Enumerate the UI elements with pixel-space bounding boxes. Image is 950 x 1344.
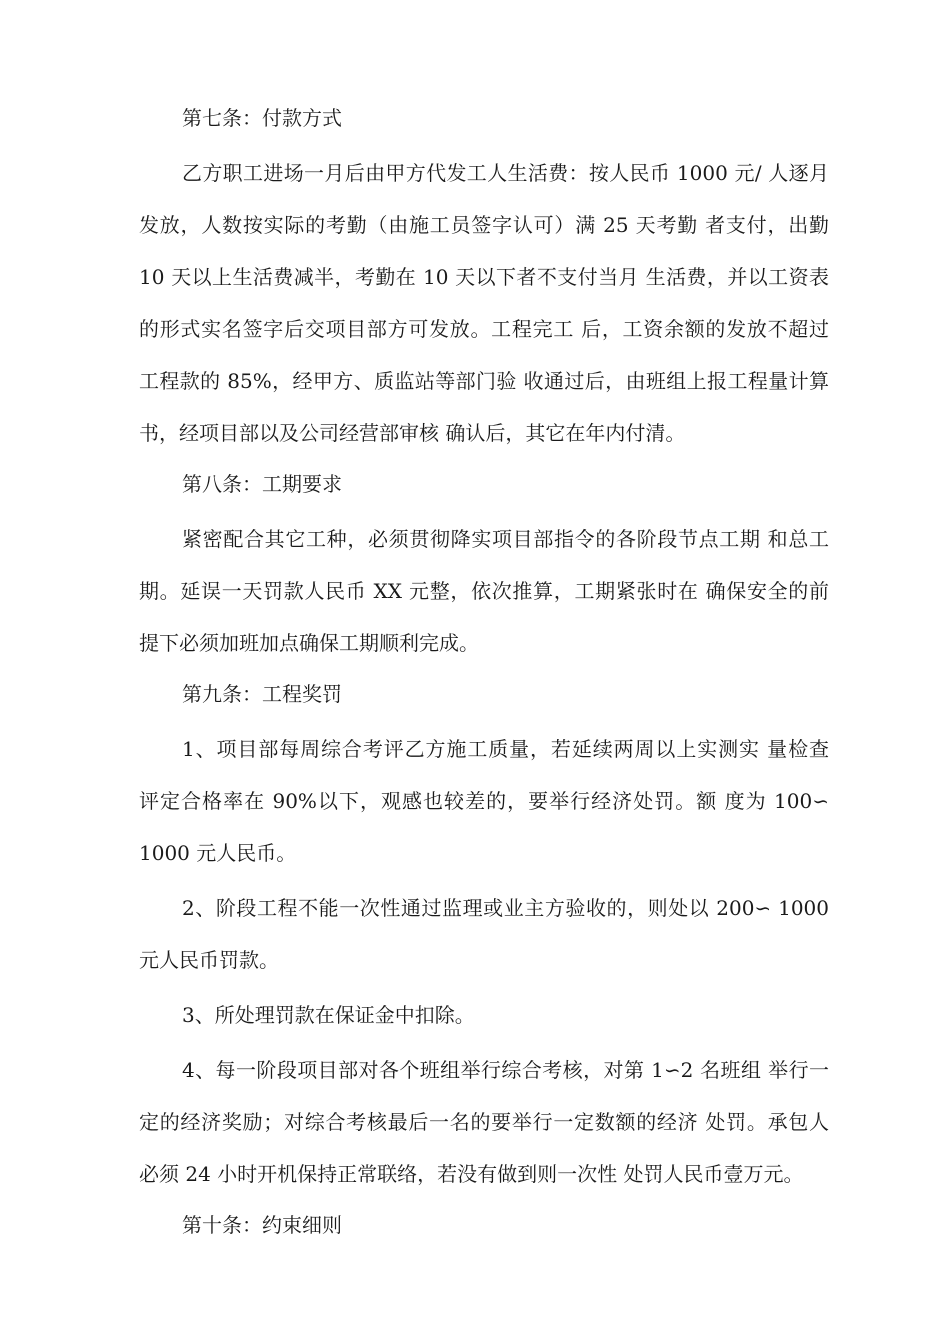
paragraph-line: 3、所处理罚款在保证金中扣除。 bbox=[182, 1003, 475, 1027]
paragraph-line: 评定合格率在 90%以下，观感也较差的，要举行经济处罚。额 度为 100∽ bbox=[139, 789, 829, 813]
paragraph-line: 4、每一阶段项目部对各个班组举行综合考核，对第 1∽2 名班组 举行一 bbox=[182, 1058, 829, 1082]
paragraph-line: 必须 24 小时开机保持正常联络，若没有做到则一次性 处罚人民币壹万元。 bbox=[139, 1162, 804, 1186]
paragraph-line: 期。延误一天罚款人民币 XX 元整，依次推算，工期紧张时在 确保安全的前 bbox=[139, 579, 829, 603]
paragraph-line: 紧密配合其它工种，必须贯彻降实项目部指令的各阶段节点工期 和总工 bbox=[182, 527, 829, 551]
article-9-heading: 第九条：工程奖罚 bbox=[182, 682, 342, 706]
article-9-item-1 bbox=[139, 739, 829, 863]
paragraph-line: 定的经济奖励；对综合考核最后一名的要举行一定数额的经济 处罚。承包人 bbox=[139, 1110, 829, 1134]
article-9-item-3 bbox=[139, 1005, 829, 1025]
paragraph-line: 1、项目部每周综合考评乙方施工质量，若延续两周以上实测实 量检查 bbox=[182, 737, 829, 761]
paragraph-line: 2、阶段工程不能一次性通过监理或业主方验收的，则处以 200∽ 1000 bbox=[182, 896, 829, 920]
paragraph-line: 工程款的 85%，经甲方、质监站等部门验 收通过后，由班组上报工程量计算 bbox=[139, 369, 829, 393]
article-10-heading: 第十条：约束细则 bbox=[182, 1213, 342, 1237]
paragraph-line: 书，经项目部以及公司经营部审核 确认后，其它在年内付清。 bbox=[139, 421, 686, 445]
article-8-paragraph bbox=[139, 529, 829, 653]
article-7-paragraph bbox=[139, 163, 829, 443]
paragraph-line: 提下必须加班加点确保工期顺利完成。 bbox=[139, 631, 479, 655]
paragraph-line: 的形式实名签字后交项目部方可发放。工程完工 后，工资余额的发放不超过 bbox=[139, 317, 829, 341]
article-9-item-2 bbox=[139, 898, 829, 970]
article-9-item-4 bbox=[139, 1060, 829, 1184]
article-7-heading: 第七条：付款方式 bbox=[182, 106, 342, 130]
paragraph-line: 发放，人数按实际的考勤（由施工员签字认可）满 25 天考勤 者支付，出勤 bbox=[139, 213, 829, 237]
paragraph-line: 乙方职工进场一月后由甲方代发工人生活费：按人民币 1000 元/ 人逐月 bbox=[182, 161, 829, 185]
paragraph-line: 1000 元人民币。 bbox=[139, 841, 297, 865]
paragraph-line: 10 天以上生活费减半，考勤在 10 天以下者不支付当月 生活费，并以工资表 bbox=[139, 265, 829, 289]
paragraph-line: 元人民币罚款。 bbox=[139, 948, 279, 972]
article-8-heading: 第八条：工期要求 bbox=[182, 472, 342, 496]
document-body bbox=[139, 108, 829, 1235]
